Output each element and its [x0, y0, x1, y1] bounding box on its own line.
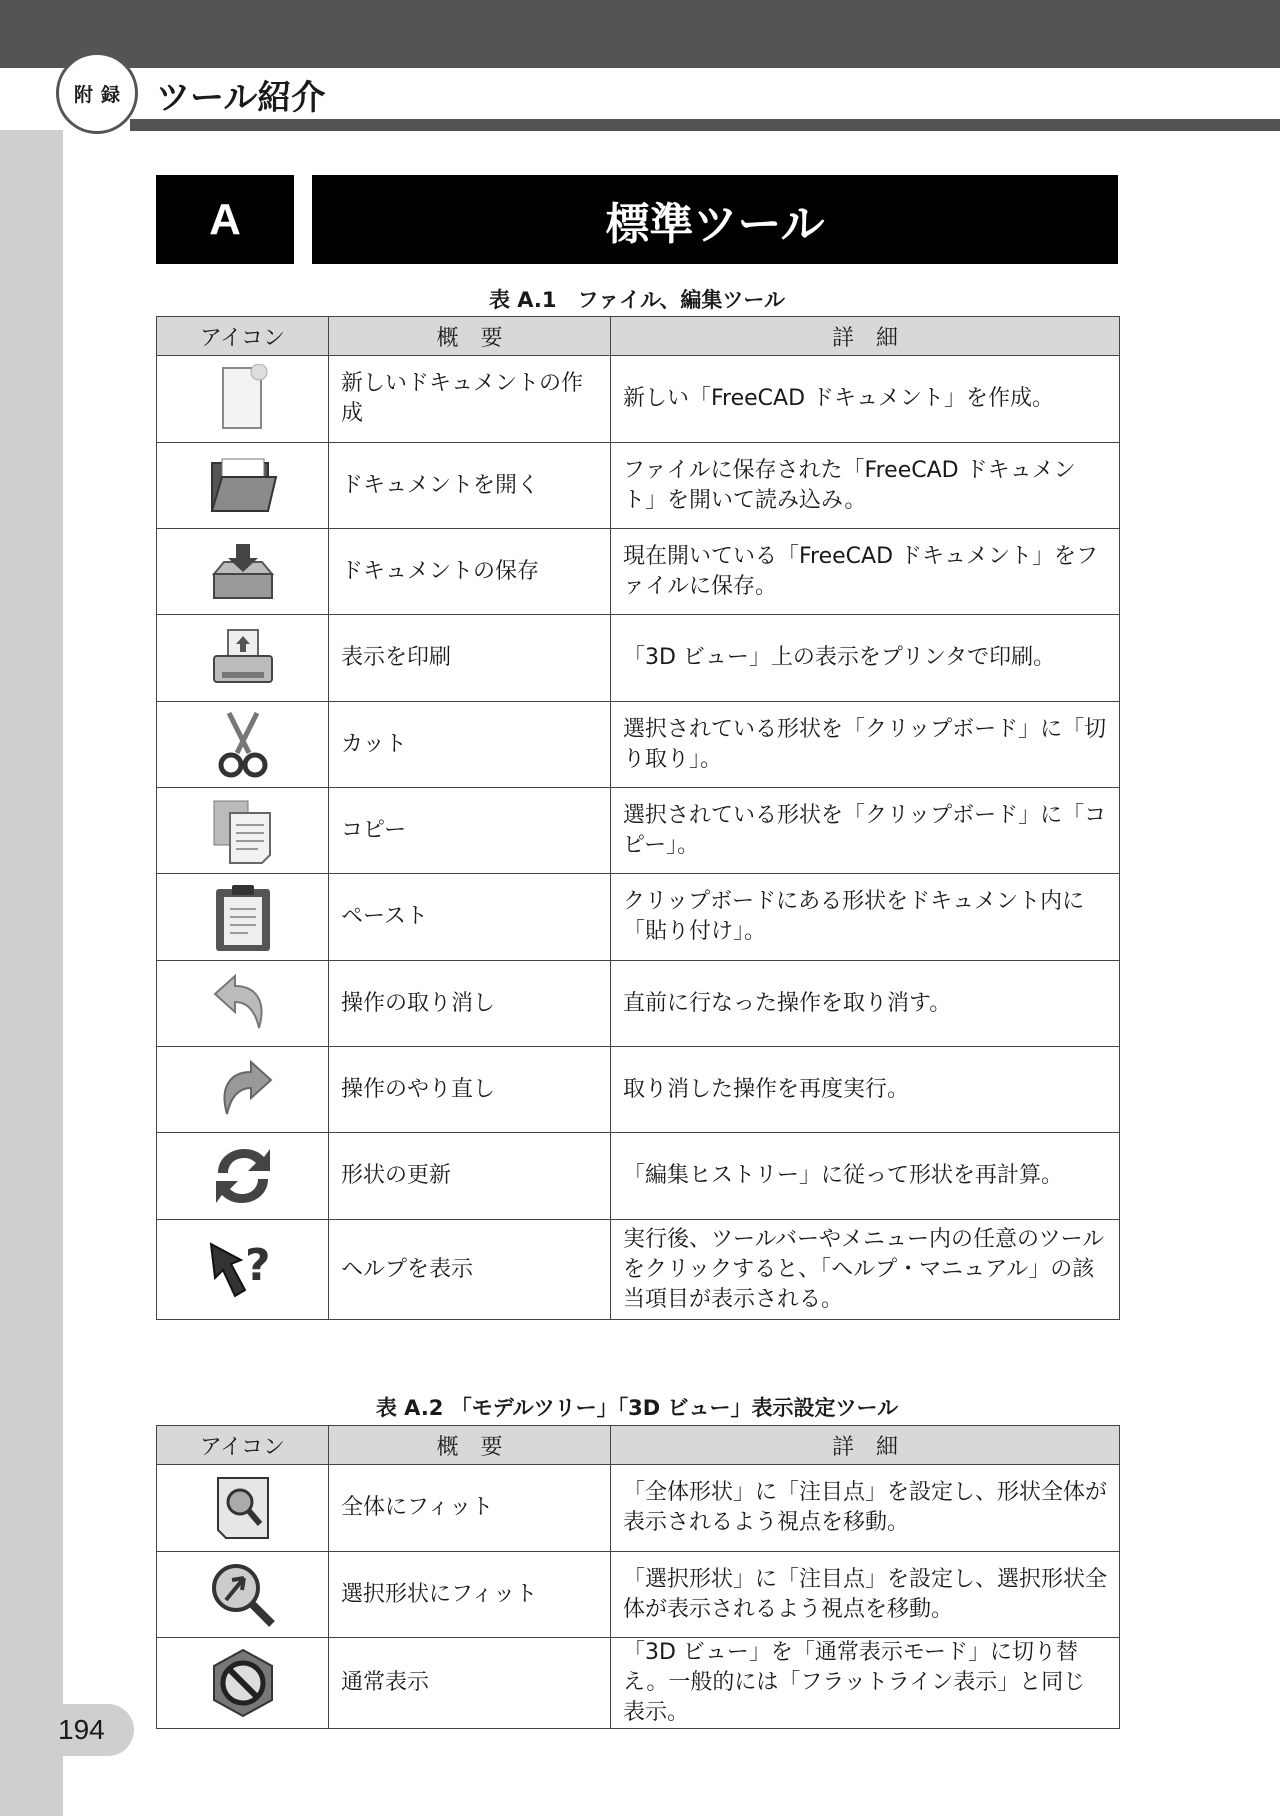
table-row: [157, 788, 1120, 874]
table2-header-summary: 概 要: [329, 1426, 611, 1465]
tool-name: 形状の更新: [329, 1133, 611, 1220]
table-row: [157, 356, 1120, 443]
tool-name: カット: [329, 702, 611, 788]
tool-name: 通常表示: [329, 1638, 611, 1729]
tool-name: 操作の取り消し: [329, 961, 611, 1047]
redo-arrow-icon: [211, 1058, 275, 1122]
icon-cell: [157, 1638, 329, 1729]
tool-detail: 新しい「FreeCAD ドキュメント」を作成。: [611, 356, 1120, 443]
tool-detail: 「全体形状」に「注目点」を設定し、形状全体が表示されるよう視点を移動。: [611, 1465, 1120, 1552]
open-folder-icon: [208, 455, 278, 517]
tool-name: 全体にフィット: [329, 1465, 611, 1552]
table-row: [157, 1133, 1120, 1220]
fit-selection-icon: [208, 1560, 278, 1630]
tool-name: ペースト: [329, 874, 611, 961]
header-underline: [130, 119, 1280, 131]
tool-name: 選択形状にフィット: [329, 1552, 611, 1638]
svg-text:?: ?: [244, 1239, 271, 1291]
icon-cell: [157, 961, 329, 1047]
no-symbol-icon: [208, 1648, 278, 1718]
table2-caption: 表 A.2 「モデルツリー」「3D ビュー」表示設定ツール: [375, 1396, 899, 1420]
left-strip-gap: [0, 68, 63, 130]
scissors-icon: [211, 709, 275, 781]
tool-detail: 「3D ビュー」を「通常表示モード」に切り替え。一般的には「フラットライン表示」と同じ表示。: [611, 1638, 1120, 1729]
page-number: 194: [0, 1704, 134, 1756]
tool-detail: 「編集ヒストリー」に従って形状を再計算。: [611, 1133, 1120, 1220]
table-row: [157, 443, 1120, 529]
icon-cell: [157, 1047, 329, 1133]
refresh-icon: [210, 1143, 276, 1209]
icon-cell: [157, 356, 329, 443]
icon-cell: [157, 1552, 329, 1638]
table2: [156, 1425, 1120, 1729]
tool-detail: クリップボードにある形状をドキュメント内に「貼り付け」。: [611, 874, 1120, 961]
help-cursor-icon: [207, 1234, 279, 1306]
tool-name: コピー: [329, 788, 611, 874]
table2-header-detail: 詳 細: [611, 1426, 1120, 1465]
left-strip: [0, 130, 63, 1816]
icon-cell: [157, 443, 329, 529]
tool-name: 新しいドキュメントの作成: [329, 356, 611, 443]
icon-cell: [157, 529, 329, 615]
tool-name: ドキュメントの保存: [329, 529, 611, 615]
table1-header-summary: 概 要: [329, 317, 611, 356]
tool-name: 表示を印刷: [329, 615, 611, 702]
tool-detail: 実行後、ツールバーやメニュー内の任意のツールをクリックすると、「ヘルプ・マニュアル」の該当項目が表示される。: [611, 1220, 1120, 1320]
table-row: [157, 874, 1120, 961]
copy-pages-icon: [210, 797, 276, 865]
page-title: ツール紹介: [156, 78, 326, 118]
section-title: 標準ツール: [312, 175, 1118, 264]
tool-detail: ファイルに保存された「FreeCAD ドキュメント」を開いて読み込み。: [611, 443, 1120, 529]
tool-detail: 「選択形状」に「注目点」を設定し、選択形状全体が表示されるよう視点を移動。: [611, 1552, 1120, 1638]
table-row: [157, 615, 1120, 702]
top-bar: [0, 0, 1280, 68]
tool-detail: 「3D ビュー」上の表示をプリンタで印刷。: [611, 615, 1120, 702]
fit-all-icon: [214, 1474, 272, 1542]
clipboard-icon: [212, 881, 274, 953]
icon-cell: [157, 1465, 329, 1552]
table2-header-icon: アイコン: [157, 1426, 329, 1465]
table-row: [157, 961, 1120, 1047]
table-row: [157, 1465, 1120, 1552]
tool-name: ドキュメントを開く: [329, 443, 611, 529]
table1-header-icon: アイコン: [157, 317, 329, 356]
tool-detail: 直前に行なった操作を取り消す。: [611, 961, 1120, 1047]
table-row: [157, 1047, 1120, 1133]
tool-detail: 選択されている形状を「クリップボード」に「切り取り」。: [611, 702, 1120, 788]
table1-header-detail: 詳 細: [611, 317, 1120, 356]
table-row: [157, 1220, 1120, 1320]
icon-cell: [157, 1220, 329, 1320]
tool-detail: 選択されている形状を「クリップボード」に「コピー」。: [611, 788, 1120, 874]
table-row: [157, 702, 1120, 788]
table-row: [157, 529, 1120, 615]
tool-detail: 取り消した操作を再度実行。: [611, 1047, 1120, 1133]
undo-arrow-icon: [211, 972, 275, 1036]
new-document-icon: [213, 364, 273, 434]
tool-detail: 現在開いている「FreeCAD ドキュメント」をファイルに保存。: [611, 529, 1120, 615]
printer-icon: [208, 626, 278, 690]
tool-name: 操作のやり直し: [329, 1047, 611, 1133]
icon-cell: [157, 702, 329, 788]
icon-cell: [157, 788, 329, 874]
section-letter: A: [156, 175, 294, 264]
table-row: [157, 1552, 1120, 1638]
tool-name: ヘルプを表示: [329, 1220, 611, 1320]
table1-caption: 表 A.1 ファイル、編集ツール: [488, 288, 786, 312]
icon-cell: [157, 615, 329, 702]
save-drive-icon: [208, 540, 278, 604]
appendix-badge: 附録: [56, 52, 138, 134]
table-row: [157, 1638, 1120, 1729]
icon-cell: [157, 1133, 329, 1220]
icon-cell: [157, 874, 329, 961]
table1: [156, 316, 1120, 1320]
